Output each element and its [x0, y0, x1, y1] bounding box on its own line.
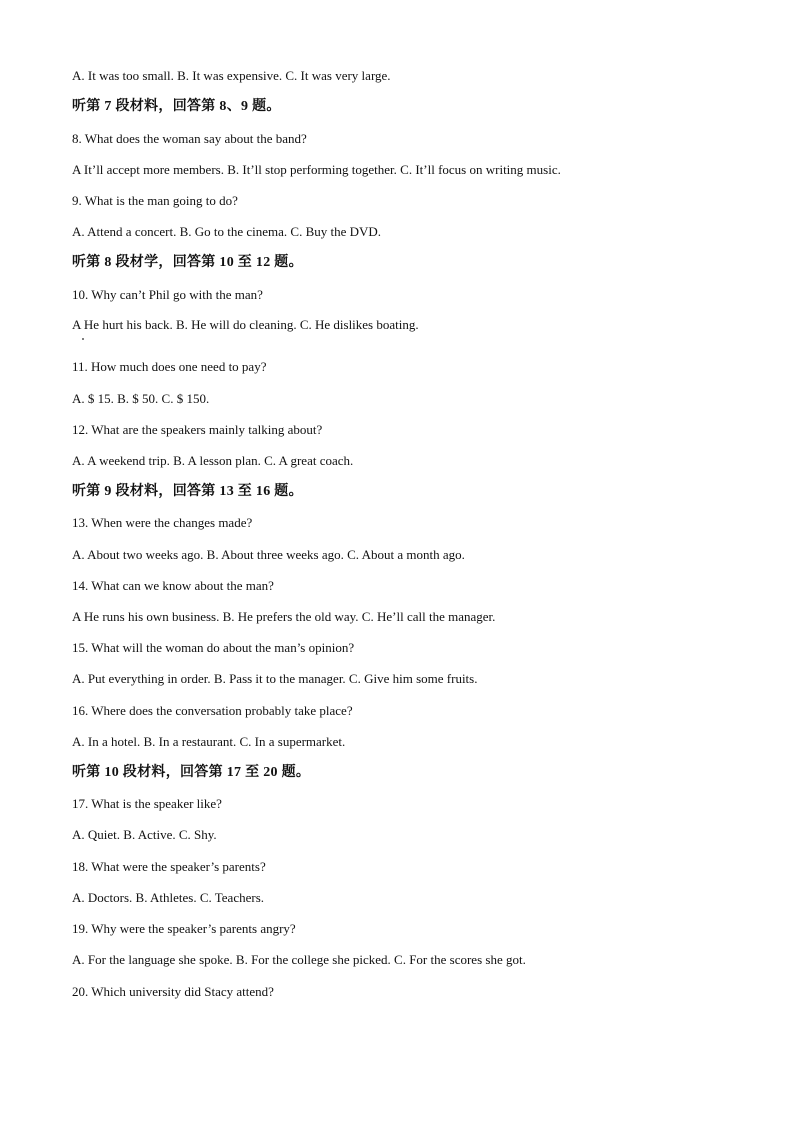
question-8: 8. What does the woman say about the band?	[72, 131, 307, 146]
question-17: 17. What is the speaker like?	[72, 796, 222, 811]
question-11: 11. How much does one need to pay?	[72, 359, 267, 374]
section-heading-passage-10: 听第 10 段材料，回答第 17 至 20 题。	[72, 765, 311, 780]
stray-dot-mark	[82, 338, 84, 340]
answer-options-7: A. It was too small. B. It was expensive. C. It was very large.	[72, 68, 391, 83]
answer-options-9: A. Attend a concert. B. Go to the cinema. C. Buy the DVD.	[72, 224, 382, 239]
section-heading-passage-8: 听第 8 段材学，回答第 10 至 12 题。	[72, 255, 303, 270]
question-19: 19. Why were the speaker’s parents angry?	[72, 921, 296, 936]
question-9: 9. What is the man going to do?	[72, 193, 238, 208]
section-heading-passage-7: 听第 7 段材料，回答第 8、9 题。	[72, 99, 281, 114]
answer-options-17: A. Quiet. B. Active. C. Shy.	[72, 827, 217, 842]
question-13: 13. When were the changes made?	[72, 515, 253, 530]
question-10: 10. Why can’t Phil go with the man?	[72, 287, 263, 302]
question-15: 15. What will the woman do about the man’s opinion?	[72, 640, 355, 655]
answer-options-13: A. About two weeks ago. B. About three weeks ago. C. About a month ago.	[72, 547, 465, 562]
question-16: 16. Where does the conversation probably take place?	[72, 703, 353, 718]
answer-options-8: A It’ll accept more members. B. It’ll stop performing together. C. It’ll focus on writing music.	[72, 162, 561, 177]
answer-options-18: A. Doctors. B. Athletes. C. Teachers.	[72, 890, 265, 905]
section-heading-passage-9: 听第 9 段材料，回答第 13 至 16 题。	[72, 484, 303, 499]
answer-options-11: A. $ 15. B. $ 50. C. $ 150.	[72, 391, 210, 406]
answer-options-19: A. For the language she spoke. B. For the college she picked. C. For the scores she got.	[72, 952, 526, 967]
question-12: 12. What are the speakers mainly talking about?	[72, 422, 323, 437]
question-20: 20. Which university did Stacy attend?	[72, 984, 274, 999]
answer-options-14: A He runs his own business. B. He prefers the old way. C. He’ll call the manager.	[72, 609, 496, 624]
answer-options-16: A. In a hotel. B. In a restaurant. C. In a supermarket.	[72, 734, 346, 749]
answer-options-15: A. Put everything in order. B. Pass it to the manager. C. Give him some fruits.	[72, 671, 478, 686]
answer-options-12: A. A weekend trip. B. A lesson plan. C. A great coach.	[72, 453, 354, 468]
question-14: 14. What can we know about the man?	[72, 578, 274, 593]
answer-options-10: A He hurt his back. B. He will do cleaning. C. He dislikes boating.	[72, 317, 419, 332]
question-18: 18. What were the speaker’s parents?	[72, 859, 266, 874]
